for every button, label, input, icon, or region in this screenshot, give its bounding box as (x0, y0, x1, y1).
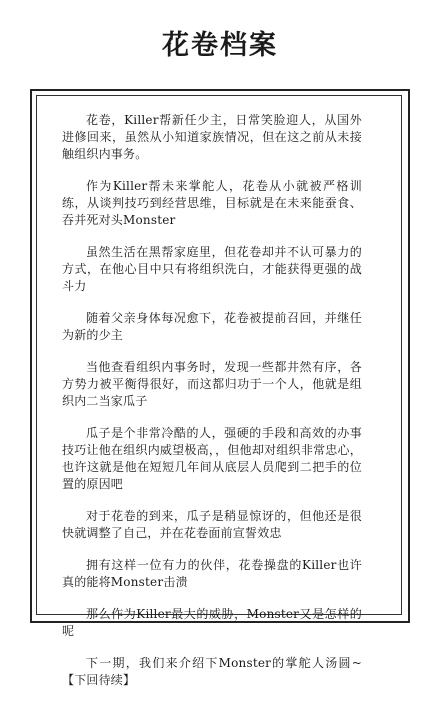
document-body (62, 112, 362, 704)
page-title: 花卷档案 (162, 30, 278, 61)
paragraph-intro: 花卷，Killer帮新任少主，日常笑脸迎人，从国外进修回来，虽然从小知道家族情况，但在这之前从未接触组织内事务。 (62, 113, 362, 161)
paragraph-guazi: 瓜子是个非常冷酷的人，强硬的手段和高效的办事技巧让他在组织内威望极高，，但他却对组织非常忠心，也许这就是他在短短几年间从底层人员爬到二把手的位置的原因吧 (62, 426, 362, 491)
paragraph-next: 下一期，我们来介绍下Monster的掌舵人汤圆~【下回待续】 (62, 656, 362, 687)
paragraph-succession: 随着父亲身体每况愈下，花卷被提前召回，并继任为新的少主 (62, 311, 362, 342)
paragraph-philosophy: 虽然生活在黑帮家庭里，但花卷却并不认可暴力的方式，在他心目中只有将组织洗白，才能获得更强的战斗力 (62, 245, 362, 293)
paragraph-threat: 那么作为Killer最大的威胁，Monster又是怎样的呢 (62, 607, 362, 638)
paragraph-discovery: 当他查看组织内事务时，发现一些都井然有序，各方势力被平衡得很好，而这都归功于一个人，他就是组织内二当家瓜子 (62, 360, 362, 408)
paragraph-loyalty: 对于花卷的到来，瓜子是稍显惊讶的，但他还是很快就调整了自己，并在花卷面前宣誓效忠 (62, 509, 362, 540)
paragraph-training: 作为Killer帮未来掌舵人，花卷从小就被严格训练，从谈判技巧到经营思维，目标就是在未来能蚕食、吞并死对头Monster (62, 179, 362, 227)
paragraph-partner: 拥有这样一位有力的伙伴，花卷操盘的Killer也许真的能将Monster击溃 (62, 558, 362, 589)
